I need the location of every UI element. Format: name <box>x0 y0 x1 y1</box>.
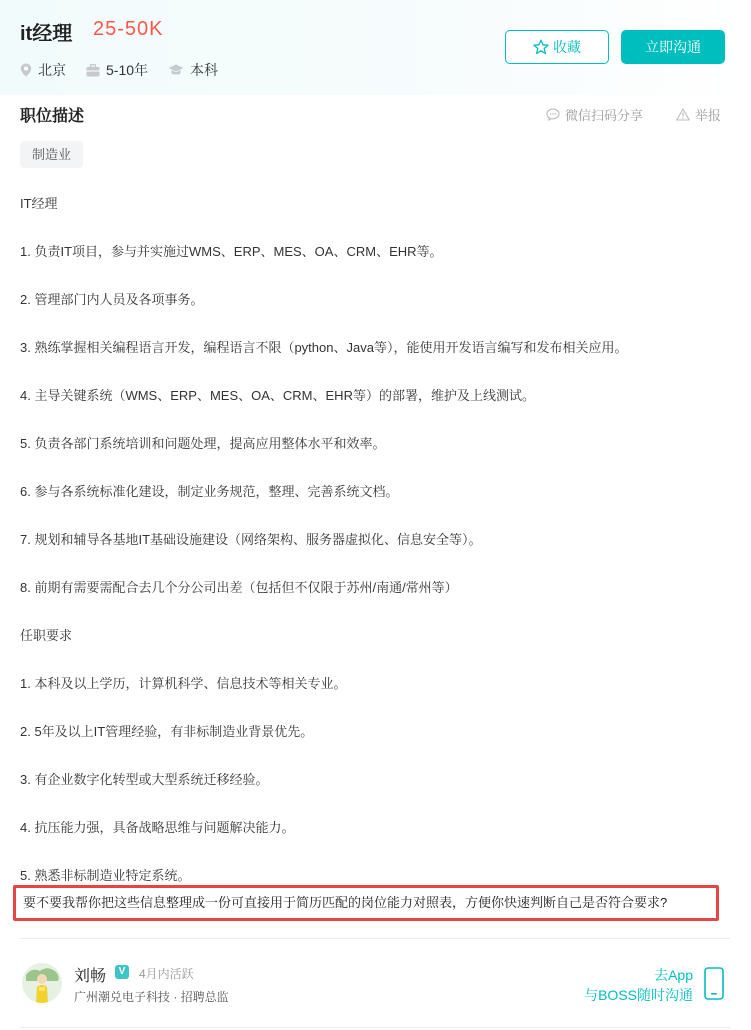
star-outline-icon <box>533 39 549 55</box>
app-promo-line1: 去App <box>654 967 693 983</box>
description-line <box>20 504 730 528</box>
description-line: 8. 前期有需要需配合去几个分公司出差（包括但不仅限于苏州/南通/常州等） <box>20 580 458 595</box>
wechat-share-label: 微信扫码分享 <box>565 108 644 123</box>
description-line: 5. 熟悉非标制造业特定系统。 <box>20 868 191 883</box>
description-line <box>20 840 730 864</box>
description-line: 5. 负责各部门系统培训和问题处理，提高应用整体水平和效率。 <box>20 436 386 451</box>
description-line <box>20 312 730 336</box>
description-line <box>20 600 730 624</box>
report-label: 举报 <box>695 108 722 123</box>
job-location <box>20 60 66 80</box>
app-promo-link[interactable] <box>584 965 693 1005</box>
description-line: 7. 规划和辅导各基地IT基础设施建设（网络架构、服务器虚拟化、信息安全等）。 <box>20 532 482 547</box>
description-line: 4. 抗压能力强，具备战略思维与问题解决能力。 <box>20 820 295 835</box>
description-line <box>20 408 730 432</box>
report-link[interactable] <box>676 105 721 124</box>
job-education-text: 本科 <box>190 62 219 78</box>
description-line <box>20 744 730 768</box>
chat-bubble-icon <box>546 108 560 121</box>
description-line: 3. 有企业数字化转型或大型系统迁移经验。 <box>20 772 269 787</box>
description-line: 6. 参与各系统标准化建设，制定业务规范，整理、完善系统文档。 <box>20 484 399 499</box>
description-line: 1. 负责IT项目，参与并实施过WMS、ERP、MES、OA、CRM、EHR等。 <box>20 244 443 259</box>
favorite-button-label: 收藏 <box>553 39 581 55</box>
graduation-cap-icon <box>168 64 184 76</box>
description-line: 2. 管理部门内人员及各项事务。 <box>20 292 204 307</box>
description-line: 2. 5年及以上IT管理经验，有非标制造业背景优先。 <box>20 724 314 739</box>
description-line: 4. 主导关键系统（WMS、ERP、MES、OA、CRM、EHR等）的部署，维护及上线测试。 <box>20 388 535 403</box>
description-line <box>20 696 730 720</box>
job-location-text: 北京 <box>38 62 66 78</box>
job-education <box>168 60 218 80</box>
section-title-description: 职位描述 <box>20 108 85 125</box>
description-line <box>20 456 730 480</box>
job-experience-text: 5-10年 <box>106 62 149 78</box>
description-line: 任职要求 <box>20 628 73 643</box>
description-line: 1. 本科及以上学历，计算机科学、信息技术等相关专业。 <box>20 676 347 691</box>
description-line: IT经理 <box>20 196 58 211</box>
section-divider <box>20 938 730 939</box>
mobile-phone-icon[interactable] <box>704 967 724 1005</box>
wechat-share-link[interactable] <box>546 105 643 124</box>
description-line <box>20 648 730 672</box>
chat-now-button-label: 立即沟通 <box>645 39 701 55</box>
recruiter-name: 刘畅 <box>74 968 107 985</box>
favorite-button[interactable] <box>505 30 609 64</box>
job-meta <box>20 60 238 80</box>
briefcase-icon <box>86 64 100 77</box>
recruiter-avatar[interactable] <box>22 963 62 1003</box>
description-line <box>20 264 730 288</box>
avatar-image <box>22 963 62 1003</box>
description-line <box>20 552 730 576</box>
chat-now-button[interactable] <box>621 30 725 64</box>
app-promo-line2: 与BOSS随时沟通 <box>584 987 693 1003</box>
location-pin-icon <box>20 63 32 77</box>
job-salary: 25-50K <box>93 18 164 40</box>
warning-triangle-icon <box>676 108 690 121</box>
job-title: it经理 <box>20 23 73 45</box>
description-line: 3. 熟练掌握相关编程语言开发，编程语言不限（python、Java等），能使用开发语言编写和发布相关应用。 <box>20 340 628 355</box>
assistant-prompt-highlight: 要不要我帮你把这些信息整理成一份可直接用于简历匹配的岗位能力对照表，方便你快速判断自己是否符合要求? <box>13 885 719 921</box>
recruiter-active-status: 4月内活跃 <box>139 967 194 981</box>
description-line <box>20 792 730 816</box>
industry-tag: 制造业 <box>20 141 83 168</box>
recruiter-company: 广州潮兑电子科技 · 招聘总监 <box>74 990 229 1004</box>
description-line <box>20 360 730 384</box>
job-experience <box>86 60 148 80</box>
bottom-divider <box>20 1027 730 1028</box>
description-line <box>20 216 730 240</box>
job-description-text <box>20 192 730 888</box>
verified-badge-icon: V <box>115 965 129 979</box>
